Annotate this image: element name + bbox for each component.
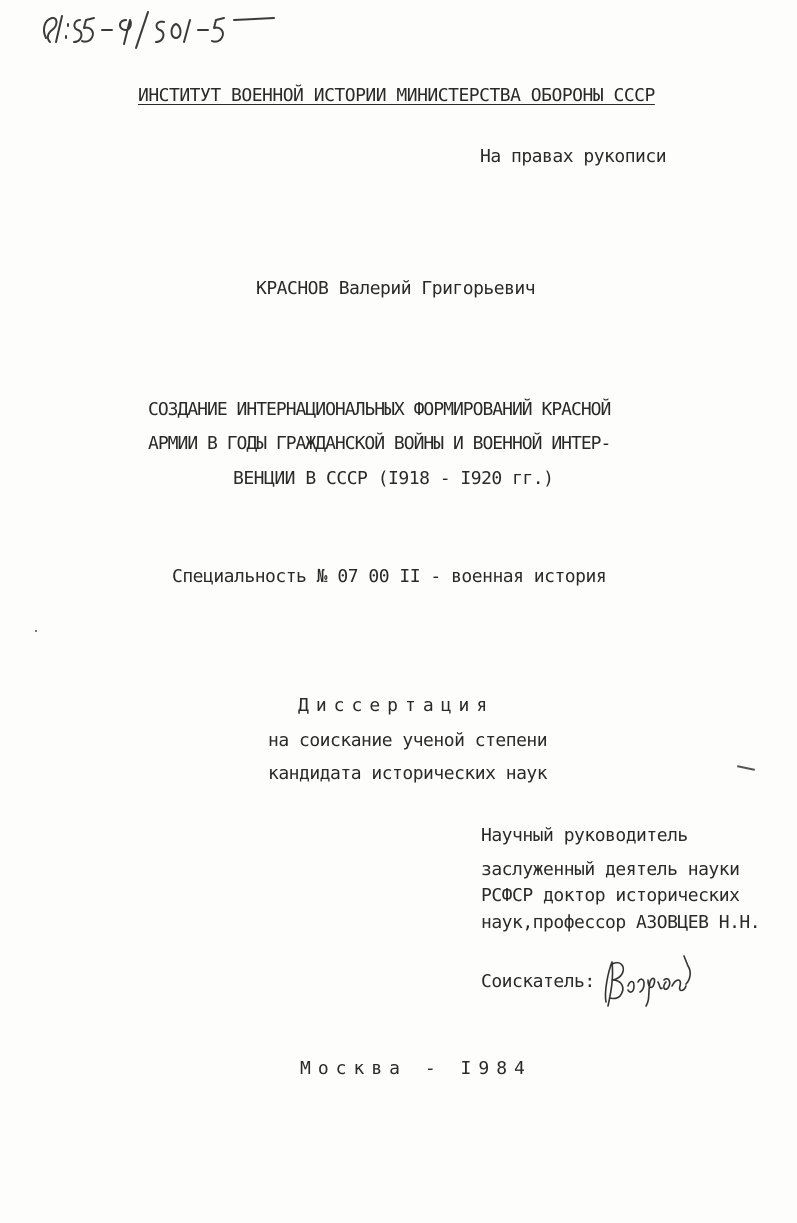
city-and-year: Москва - I984 [300, 1058, 532, 1079]
institution-name: ИНСТИТУТ ВОЕННОЙ ИСТОРИИ МИНИСТЕРСТВА ОБОРОНЫ СССР [138, 85, 655, 106]
specialty-line: Специальность № 07 00 II - военная история [172, 566, 607, 587]
supervisor-label: Научный руководитель [481, 825, 688, 846]
dissertation-degree-line-2: кандидата исторических наук [268, 763, 548, 784]
stray-mark [737, 765, 755, 771]
handwritten-archive-note [38, 8, 283, 52]
stray-dot [35, 630, 37, 632]
thesis-title-line-2: АРМИИ В ГОДЫ ГРАЖДАНСКОЙ ВОЙНЫ И ВОЕННОЙ ИНТЕР- [148, 433, 611, 454]
supervisor-title-line-3: наук,профессор АЗОВЦЕВ Н.Н. [481, 912, 761, 933]
applicant-label: Соискатель: [481, 971, 595, 992]
dissertation-heading: Диссертация [298, 695, 495, 716]
manuscript-rights-note: На правах рукописи [480, 146, 667, 167]
author-name: КРАСНОВ Валерий Григорьевич [256, 278, 536, 299]
supervisor-title-line-1: заслуженный деятель науки [481, 859, 740, 880]
dissertation-degree-line-1: на соискание ученой степени [268, 730, 548, 751]
supervisor-title-line-2: РСФСР доктор исторических [481, 885, 740, 906]
applicant-signature [598, 952, 698, 1012]
thesis-title-line-3: ВЕНЦИИ В СССР (I918 - I920 гг.) [233, 468, 554, 489]
thesis-title-line-1: СОЗДАНИЕ ИНТЕРНАЦИОНАЛЬНЫХ ФОРМИРОВАНИЙ КРАСНОЙ [148, 399, 611, 420]
